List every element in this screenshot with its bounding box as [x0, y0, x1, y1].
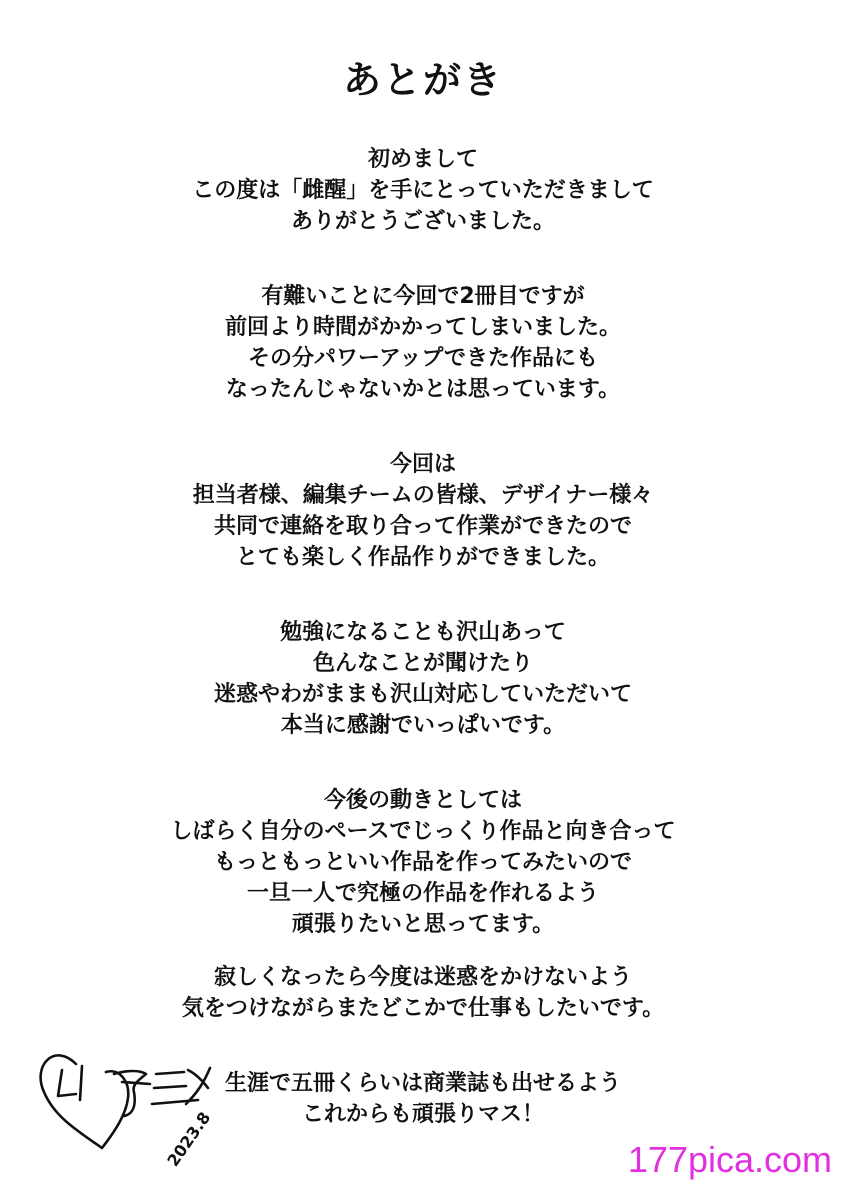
paragraph-thanks-team	[0, 449, 846, 573]
watermark-site-name: 177pica.com	[624, 1138, 836, 1182]
text-line: 共同で連絡を取り合って作業ができたので	[213, 514, 632, 539]
signature-letter-stroke	[114, 1071, 150, 1116]
text-line: 前回より時間がかかってしまいました。	[224, 315, 621, 340]
text-line: しばらく自分のペースでじっくり作品と向き合って	[170, 819, 676, 844]
text-line: 寂しくなったら今度は迷惑をかけないよう	[213, 965, 632, 990]
signature-letter-stroke	[186, 1068, 210, 1104]
text-line: 担当者様、編集チームの皆様、デザイナー様々	[192, 483, 654, 508]
text-line: とても楽しく作品作りができました。	[235, 545, 610, 570]
paragraph-greeting	[0, 144, 846, 237]
text-line: 勉強になることも沢山あって	[280, 620, 566, 645]
paragraph-future-plans	[0, 785, 846, 940]
signature-letter-stroke	[58, 1066, 82, 1100]
text-line: なったんじゃないかとは思っています。	[225, 377, 621, 402]
afterword-body	[0, 144, 846, 1130]
text-line: この度は「雌醒」を手にとっていただきまして	[192, 178, 654, 203]
text-line: 今後の動きとしては	[323, 788, 522, 813]
text-line: その分パワーアップできた作品にも	[247, 346, 599, 371]
author-signature	[36, 1030, 226, 1170]
text-line: 迷惑やわがままも沢山対応していただいて	[213, 682, 632, 707]
text-line: 本当に感謝でいっぱいです。	[280, 713, 566, 738]
page-title: あとがき	[342, 58, 503, 102]
text-line: 今回は	[389, 452, 456, 477]
text-line: 初めまして	[367, 147, 478, 172]
paragraph-lonely	[0, 962, 846, 1024]
text-line: 色んなことが聞けたり	[312, 651, 533, 676]
paragraph-learning	[0, 617, 846, 741]
paragraph-second-book	[0, 281, 846, 405]
text-line: 生涯で五冊くらいは商業誌も出せるよう	[224, 1071, 621, 1096]
text-line: 一旦一人で究極の作品を作れるよう	[246, 881, 599, 906]
signature-date: 2023.8	[163, 1108, 215, 1170]
text-line: 頑張りたいと思ってます。	[291, 912, 555, 937]
text-line: 有難いことに今回で2冊目ですが	[261, 284, 585, 309]
text-line: ありがとうございました。	[290, 209, 555, 234]
text-line: もっともっといい作品を作ってみたいので	[213, 850, 632, 875]
signature-heart-stroke	[41, 1055, 129, 1148]
text-line: 気をつけながらまたどこかで仕事もしたいです。	[181, 996, 665, 1021]
text-line: これからも頑張りマス！	[301, 1102, 544, 1127]
